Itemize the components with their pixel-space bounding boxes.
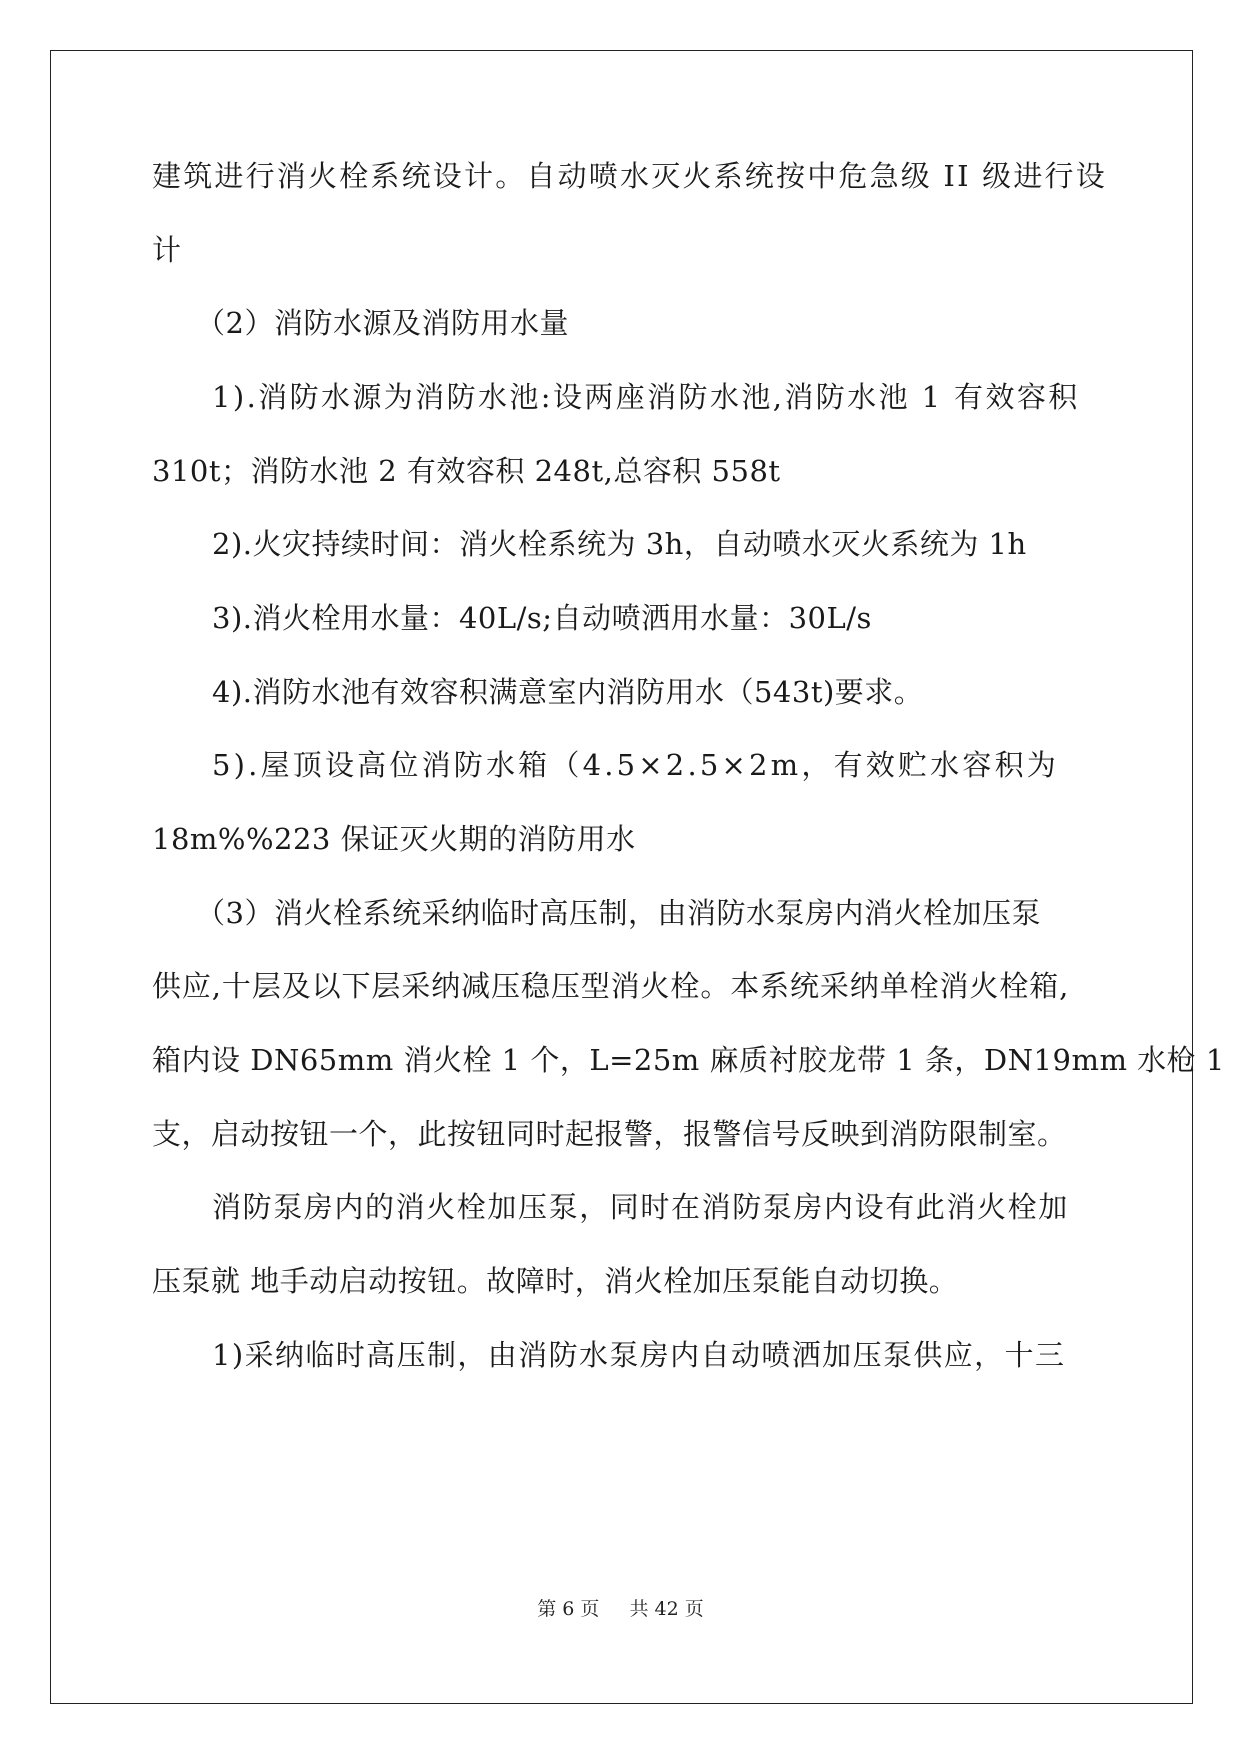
section-heading-2: （2）消防水源及消防用水量 bbox=[196, 306, 569, 340]
body-line-8: 4).消防水池有效容积满意室内消防用水（543t)要求。 bbox=[212, 675, 924, 709]
body-line-17: 1)采纳临时高压制，由消防水泵房内自动喷洒加压泵供应，十三 bbox=[212, 1338, 1066, 1372]
body-line-7: 3).消火栓用水量：40L/s;自动喷洒用水量：30L/s bbox=[212, 601, 872, 635]
body-line-15: 消防泵房内的消火栓加压泵，同时在消防泵房内设有此消火栓加 bbox=[212, 1190, 1069, 1224]
body-line-16: 压泵就 地手动启动按钮。故障时，消火栓加压泵能自动切换。 bbox=[152, 1264, 959, 1298]
body-line-12: 供应,十层及以下层采纳减压稳压型消火栓。本系统采纳单栓消火栓箱, bbox=[152, 969, 1070, 1003]
body-line-10: 18m%%223 保证灭火期的消防用水 bbox=[152, 822, 636, 856]
section-heading-3: （3）消火栓系统采纳临时高压制，由消防水泵房内消火栓加压泵 bbox=[196, 896, 1041, 930]
page-number: 第 6 页 bbox=[537, 1598, 600, 1620]
page-footer bbox=[0, 1594, 1241, 1621]
page-total: 共 42 页 bbox=[629, 1598, 704, 1620]
page-border bbox=[50, 50, 1193, 1704]
body-line-5: 310t；消防水池 2 有效容积 248t,总容积 558t bbox=[152, 454, 781, 488]
body-line-9: 5).屋顶设高位消防水箱（4.5×2.5×2m，有效贮水容积为 bbox=[212, 748, 1059, 782]
body-line-13: 箱内设 DN65mm 消火栓 1 个，L=25m 麻质衬胶龙带 1 条，DN19mm 水枪 1 bbox=[152, 1043, 1225, 1077]
body-line-2: 计 bbox=[152, 233, 182, 267]
body-line-1: 建筑进行消火栓系统设计。自动喷水灭火系统按中危急级 II 级进行设 bbox=[152, 159, 1107, 193]
body-line-14: 支，启动按钮一个，此按钮同时起报警，报警信号反映到消防限制室。 bbox=[152, 1117, 1067, 1151]
body-line-4: 1).消防水源为消防水池:设两座消防水池,消防水池 1 有效容积 bbox=[212, 380, 1080, 414]
body-line-6: 2).火灾持续时间：消火栓系统为 3h，自动喷水灭火系统为 1h bbox=[212, 527, 1027, 561]
